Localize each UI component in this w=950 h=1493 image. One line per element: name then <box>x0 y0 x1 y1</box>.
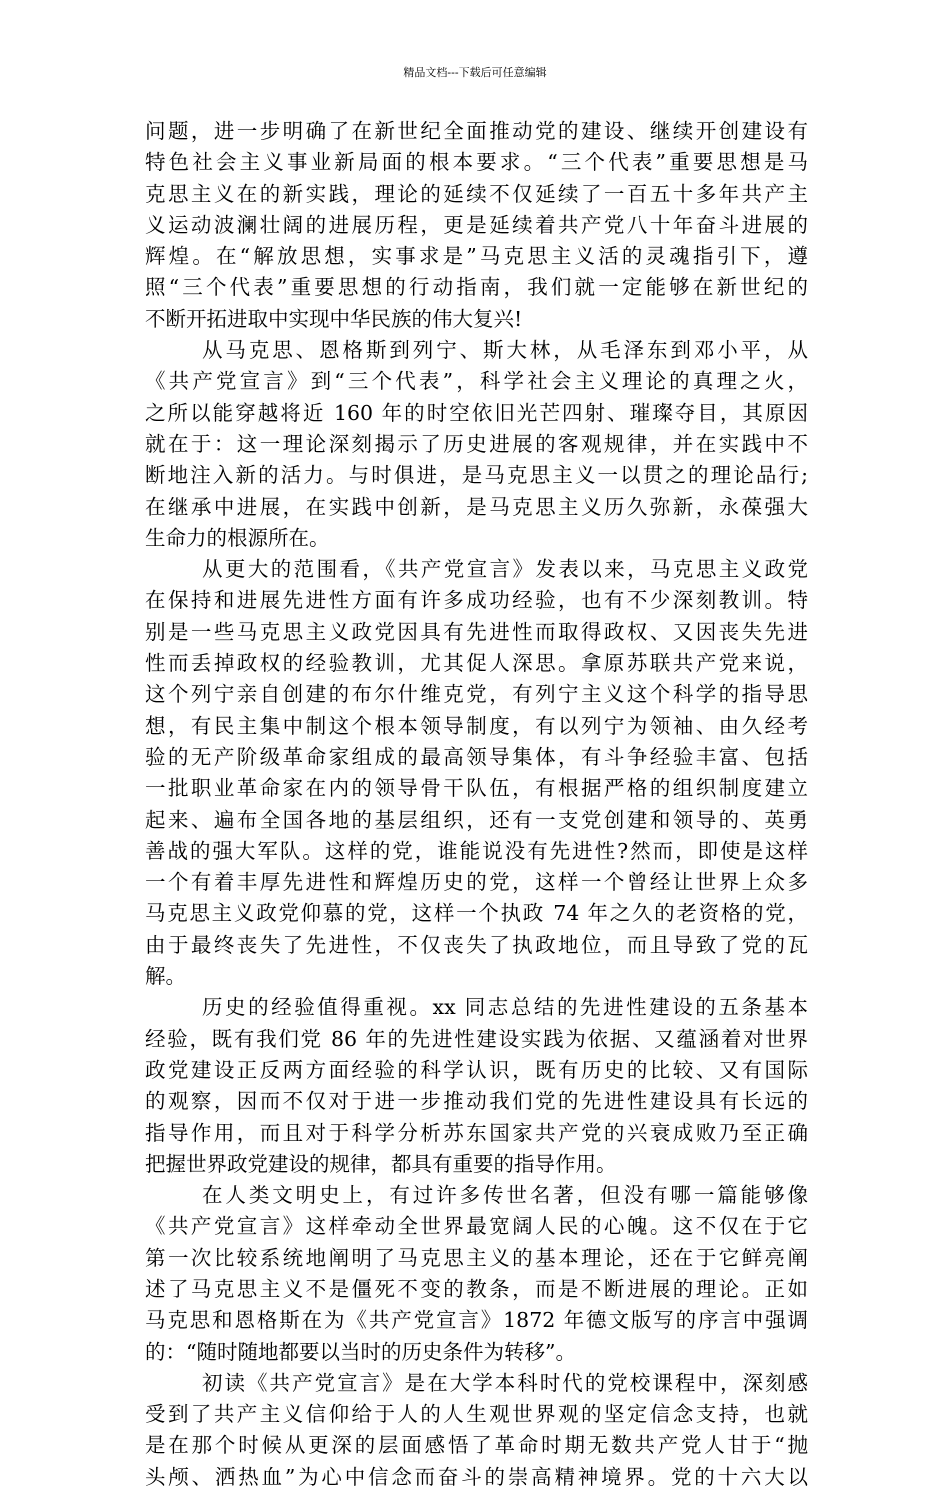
text-line: 性而丢掉政权的经验教训，尤其促人深思。拿原苏联共产党来说， <box>145 651 808 676</box>
text-line: 就在于：这一理论深刻揭示了历史进展的客观规律，并在实践中不 <box>145 431 808 456</box>
text-line: 验的无产阶级革命家组成的最高领导集体，有斗争经验丰富、包括 <box>145 744 808 769</box>
text-line: 第一次比较系统地阐明了马克思主义的基本理论，还在于它鲜亮阐 <box>145 1245 808 1270</box>
page-header: 精品文档---下载后可任意编辑 <box>403 66 547 79</box>
text-line: 别是一些马克思主义政党因具有先进性而取得政权、又因丧失先进 <box>145 619 808 644</box>
text-line: 问题，进一步明确了在新世纪全面推动党的建设、继续开创建设有 <box>145 119 808 143</box>
text-line: 的观察，因而不仅对于进一步推动我们党的先进性建设具有长远的 <box>145 1089 808 1114</box>
text-line: 想，有民主集中制这个根本领导制度，有以列宁为领袖、由久经考 <box>145 713 808 738</box>
paragraph <box>145 335 808 554</box>
text-line: 义运动波澜壮阔的进展历程，更是延续着共产党八十年奋斗进展的 <box>145 212 808 237</box>
text-line: 由于最终丧失了先进性，不仅丧失了执政地位，而且导致了党的瓦 <box>145 932 808 957</box>
text-line: 断地注入新的活力。与时俱进，是马克思主义一以贯之的理论品行; <box>145 463 808 488</box>
text-line: 从马克思、恩格斯到列宁、斯大林，从毛泽东到邓小平，从 <box>202 338 808 363</box>
text-line: 政党建设正反两方面经验的科学认识，既有历史的比较、又有国际 <box>145 1057 808 1082</box>
text-line: 从更大的范围看，《共产党宣言》发表以来，马克思主义政党 <box>202 557 808 582</box>
text-line: 善战的强大军队。这样的党，谁能说没有先进性?然而，即使是这样 <box>145 838 808 863</box>
text-line: 指导作用，而且对于科学分析苏东国家共产党的兴衰成败乃至正确 <box>145 1120 808 1145</box>
text-line: 起来、遍布全国各地的基层组织，还有一支党创建和领导的、英勇 <box>145 807 808 832</box>
text-line: 马克思主义政党仰慕的党，这样一个执政 74 年之久的老资格的党， <box>145 901 808 926</box>
text-line: 述了马克思主义不是僵死不变的教条，而是不断进展的理论。正如 <box>145 1276 808 1301</box>
text-line: 在保持和进展先进性方面有许多成功经验，也有不少深刻教训。特 <box>145 588 808 613</box>
paragraph <box>145 116 808 335</box>
text-line: 受到了共产主义信仰给于人的人生观世界观的坚定信念支持，也就 <box>145 1402 808 1427</box>
text-line: 照“三个代表”重要思想的行动指南，我们就一定能够在新世纪的 <box>145 275 808 300</box>
text-line: 辉煌。在“解放思想，实事求是”马克思主义活的灵魂指引下，遵 <box>145 244 808 269</box>
paragraph <box>145 1368 808 1493</box>
text-line: 克思主义在的新实践，理论的延续不仅延续了一百五十多年共产主 <box>145 181 808 206</box>
text-line: 在继承中进展，在实践中创新，是马克思主义历久弥新，永葆强大 <box>145 494 808 519</box>
text-line: 初读《共产党宣言》是在大学本科时代的党校课程中，深刻感 <box>202 1370 808 1395</box>
paragraph <box>145 1180 808 1368</box>
text-line: 经验，既有我们党 86 年的先进性建设实践为依据、又蕴涵着对世界 <box>145 1026 808 1051</box>
document-body <box>145 116 808 1493</box>
text-line: 之所以能穿越将近 160 年的时空依旧光芒四射、璀璨夺目，其原因 <box>145 400 808 425</box>
text-line: 在人类文明史上，有过许多传世名著，但没有哪一篇能够像 <box>202 1183 808 1208</box>
text-line: 马克思和恩格斯在为《共产党宣言》1872 年德文版写的序言中强调 <box>145 1308 808 1333</box>
text-line: 《共产党宣言》到“三个代表”，科学社会主义理论的真理之火， <box>145 369 808 394</box>
text-line: 生命力的根源所在。 <box>145 525 330 550</box>
text-line: 的：“随时随地都要以当时的历史条件为转移”。 <box>145 1339 576 1364</box>
text-line: 一批职业革命家在内的领导骨干队伍，有根据严格的组织制度建立 <box>145 776 808 801</box>
text-line: 不断开拓进取中实现中华民族的伟大复兴! <box>145 306 523 331</box>
paragraph <box>145 554 808 992</box>
text-line: 这个列宁亲自创建的布尔什维克党，有列宁主义这个科学的指导思 <box>145 682 808 707</box>
text-line: 头颅、洒热血”为心中信念而奋斗的崇高精神境界。党的十六大以 <box>145 1464 808 1489</box>
text-line: 一个有着丰厚先进性和辉煌历史的党，这样一个曾经让世界上众多 <box>145 870 808 895</box>
text-line: 把握世界政党建设的规律，都具有重要的指导作用。 <box>145 1151 617 1176</box>
text-line: 是在那个时候从更深的层面感悟了革命时期无数共产党人甘于“抛 <box>145 1433 808 1458</box>
text-line: 解。 <box>145 964 186 989</box>
text-line: 历史的经验值得重视。xx 同志总结的先进性建设的五条基本 <box>202 995 808 1020</box>
text-line: 特色社会主义事业新局面的根本要求。“三个代表”重要思想是马 <box>145 150 808 175</box>
text-line: 《共产党宣言》这样牵动全世界最宽阔人民的心魄。这不仅在于它 <box>145 1214 808 1239</box>
paragraph <box>145 992 808 1180</box>
